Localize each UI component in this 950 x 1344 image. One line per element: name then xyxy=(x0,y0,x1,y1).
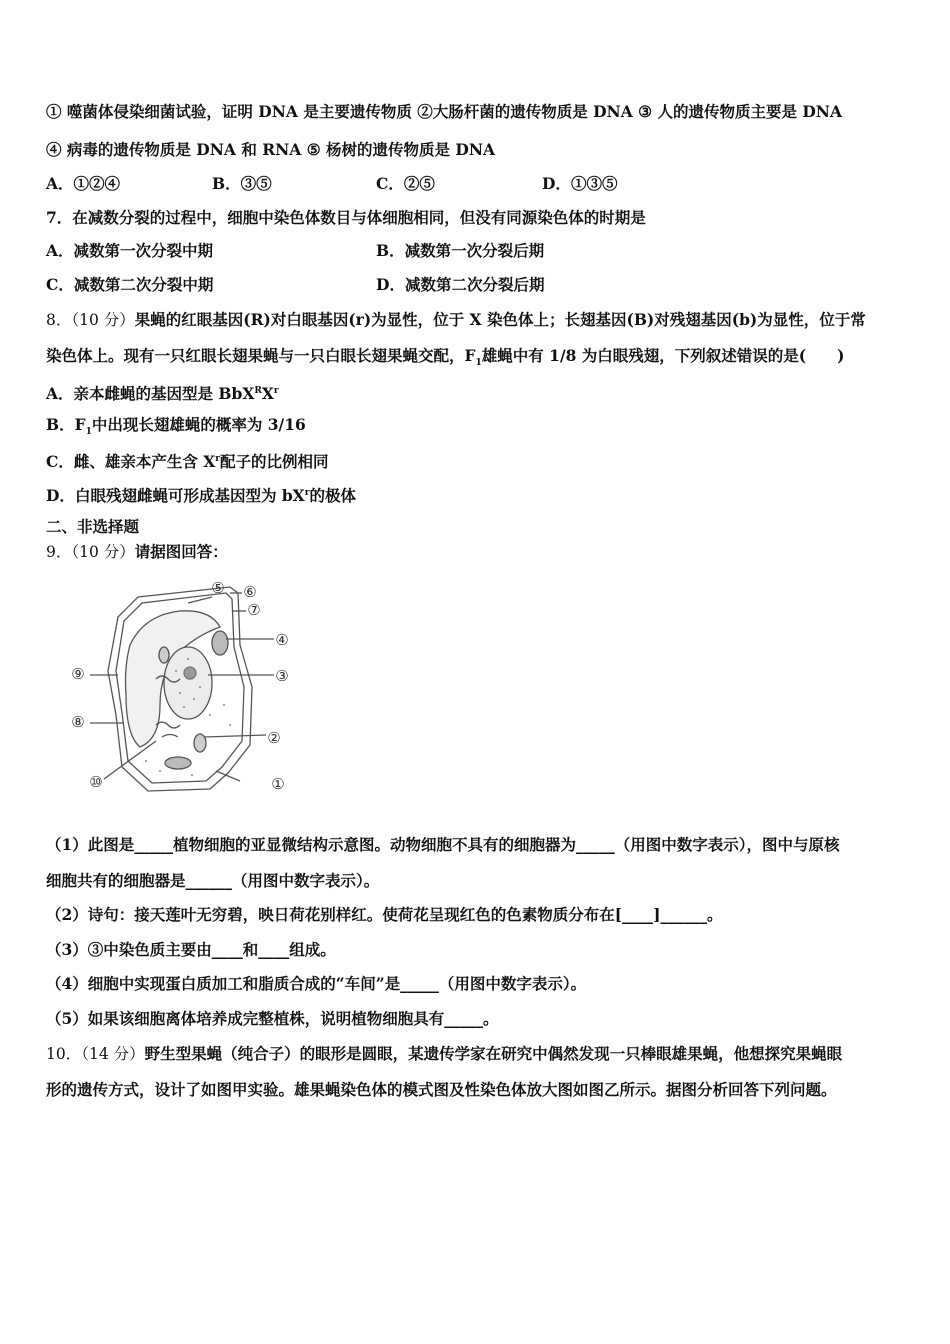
figure-label-4: ④ xyxy=(275,631,289,649)
q8-option-b-sub: 1 xyxy=(85,427,92,438)
q8-option-a-x: X xyxy=(261,384,274,404)
q8-option-c xyxy=(46,449,329,472)
q10-number: 10． xyxy=(46,1045,82,1063)
q9-stem-text: 请据图回答： xyxy=(134,542,228,561)
q8-option-a-sup1: R xyxy=(254,386,262,396)
q6-statements-line1: ① 噬菌体侵染细菌试验，证明 DNA 是主要遗传物质 ②大肠杆菌的遗传物质是 DNA ③ 人的遗传物质主要是 DNA xyxy=(46,102,842,121)
q8-option-a-sup2: r xyxy=(273,386,279,396)
q9-part4: （4）细胞中实现蛋白质加工和脂质合成的“车间”是_____（用图中数字表示）。 xyxy=(46,974,587,993)
q7-option-b: B．减数第一次分裂后期 xyxy=(376,241,545,260)
q9-stem xyxy=(46,542,228,562)
figure-label-9: ⑨ xyxy=(71,665,85,683)
q8-option-d-text2: 的极体 xyxy=(309,486,356,506)
chloroplast xyxy=(212,631,228,655)
q7-stem: 7．在减数分裂的过程中，细胞中染色体数目与体细胞相同，但没有同源染色体的时期是 xyxy=(46,208,646,227)
chloroplast xyxy=(165,757,191,769)
q6-option-d: D．①③⑤ xyxy=(542,174,618,193)
q8-stem-line2 xyxy=(46,346,844,373)
q8-option-d-text: D．白眼残翅雌蝇可形成基因型为 bX xyxy=(46,486,305,506)
q9-score: （10 分） xyxy=(71,543,135,561)
q10-score: （14 分） xyxy=(81,1045,145,1063)
q8-stem-text1: 果蝇的红眼基因(R)对白眼基因(r)为显性，位于 X 染色体上；长翅基因(B)对残翅基因(b)为显性，位于常 xyxy=(134,310,866,329)
q6-option-c: C．②⑤ xyxy=(376,174,435,193)
q8-stem-text2b: 雄蝇中有 1/8 为白眼残翅，下列叙述错误的是( ) xyxy=(481,346,845,365)
q8-option-b-text: B．F xyxy=(46,415,86,434)
figure-label-3: ③ xyxy=(275,667,289,685)
figure-label-5: ⑤ xyxy=(211,579,225,597)
q6-statements-line2: ④ 病毒的遗传物质是 DNA 和 RNA ⑤ 杨树的遗传物质是 DNA xyxy=(46,140,496,159)
figure-label-2: ② xyxy=(267,729,281,747)
mitochondrion xyxy=(159,647,169,663)
q9-part1-line2: 细胞共有的细胞器是______（用图中数字表示）。 xyxy=(46,871,380,890)
q8-option-a-text: A．亲本雌蝇的基因型是 BbX xyxy=(46,384,255,404)
leader-line xyxy=(104,741,156,779)
q8-number: 8． xyxy=(46,311,72,329)
figure-label-6: ⑥ xyxy=(243,583,257,601)
q8-stem-sub: 1 xyxy=(475,358,482,369)
q8-option-c-text2: 配子的比例相同 xyxy=(220,452,329,472)
q8-option-a xyxy=(46,381,279,404)
q8-option-c-sup: r xyxy=(215,454,221,464)
q8-stem-line1 xyxy=(46,310,866,330)
figure-label-7: ⑦ xyxy=(247,601,261,619)
q9-part5: （5）如果该细胞离体培养成完整植株，说明植物细胞具有_____。 xyxy=(46,1009,499,1028)
figure-label-8: ⑧ xyxy=(71,713,85,731)
nucleolus xyxy=(184,667,196,679)
q7-option-d: D．减数第二次分裂后期 xyxy=(376,275,545,294)
q6-option-a: A．①②④ xyxy=(46,174,121,193)
q8-option-c-text: C．雌、雄亲本产生含 X xyxy=(46,452,216,472)
leader-line xyxy=(204,735,266,737)
q7-option-c: C．减数第二次分裂中期 xyxy=(46,275,214,294)
q9-number: 9． xyxy=(46,543,72,561)
q8-score: （10 分） xyxy=(71,311,135,329)
leader-line xyxy=(188,597,212,603)
q9-part3: （3）③中染色质主要由____和____组成。 xyxy=(46,940,336,959)
q8-option-b xyxy=(46,415,306,442)
q6-option-b: B．③⑤ xyxy=(212,174,272,193)
er xyxy=(156,722,180,728)
q10-stem-text1: 野生型果蝇（纯合子）的眼形是圆眼，某遗传学家在研究中偶然发现一只棒眼雄果蝇，他想探究果蝇眼 xyxy=(144,1044,843,1063)
golgi xyxy=(162,735,178,738)
q9-part1-line1: （1）此图是_____植物细胞的亚显微结构示意图。动物细胞不具有的细胞器为_____（用图中数字表示），图中与原核 xyxy=(46,835,840,854)
q8-stem-text2a: 染色体上。现有一只红眼长翅果蝇与一只白眼长翅果蝇交配，F xyxy=(46,346,476,365)
q8-option-b-text2: 中出现长翅雄蝇的概率为 3/16 xyxy=(91,415,306,434)
q8-option-d xyxy=(46,483,356,506)
plant-cell-diagram xyxy=(60,575,300,807)
figure-label-10: ⑩ xyxy=(89,773,103,791)
section-heading: 二、非选择题 xyxy=(46,517,140,536)
q9-part2: （2）诗句：接天莲叶无穷碧，映日荷花别样红。使荷花呈现红色的色素物质分布在[____]______。 xyxy=(46,905,723,924)
nucleus xyxy=(164,647,212,719)
q10-stem-line2: 形的遗传方式，设计了如图甲实验。雄果蝇染色体的模式图及性染色体放大图如图乙所示。据图分析回答下列问题。 xyxy=(46,1080,837,1099)
q8-option-d-sup: r xyxy=(304,488,310,498)
figure-label-1: ① xyxy=(271,775,285,793)
q7-option-a: A．减数第一次分裂中期 xyxy=(46,241,214,260)
q10-stem-line1 xyxy=(46,1044,842,1064)
